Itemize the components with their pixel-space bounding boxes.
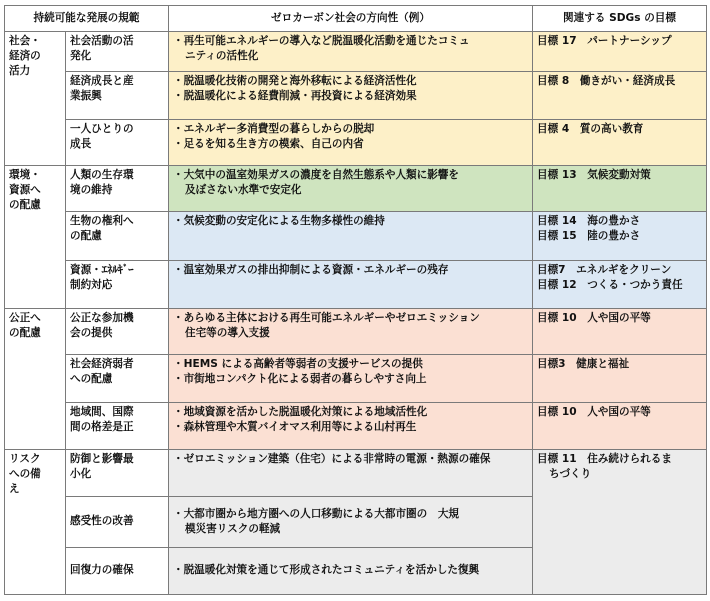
table-row [5,308,707,354]
sdg-goal-text: 目標 17 パートナーシップ [537,35,672,47]
cell-text-line: ・大気中の温室効果ガスの濃度を自然生態系や人類に影響を [173,168,460,181]
sdg-goal-cell [533,308,707,354]
norm-cell [66,72,169,119]
direction-cell [169,547,533,594]
cell-text-line: 間の格差是正 [70,420,134,433]
cell-text-line: ・気候変動の安定化による生物多様性の維持 [173,215,385,228]
category-environment-resources [5,165,66,308]
norm-cell [66,547,169,594]
norm-cell [66,402,169,449]
cell-text-line: 防御と影響最 [70,452,134,465]
cell-text-line: ・ゼロエミッション建築（住宅）による非常時の電源・熱源の確保 [173,452,491,465]
norm-cell [66,119,169,165]
sdg-goal-text: 目標 11 住み続けられるま [537,452,672,465]
header-direction: ゼロカーボン社会の方向性（例） [169,6,533,32]
sdg-table [4,5,707,595]
norm-cell [66,355,169,402]
sdg-goal-text: 目標 13 気候変動対策 [537,168,651,181]
norm-cell [66,165,169,211]
norm-cell [66,497,169,547]
norm-cell [66,260,169,308]
table-row [5,449,707,496]
sdg-goal-cell [533,355,707,402]
cell-text-line: 資源へ [9,183,41,196]
direction-cell [169,355,533,402]
cell-text-line: ・足るを知る生き方の模索、自己の内省 [173,137,364,150]
cell-text-line: への備 [9,467,41,480]
cell-text-line: 経済の [9,50,41,62]
sdg-goal-text: 目標 14 海の豊かさ [537,215,641,228]
cell-text-line: の配慮 [9,198,41,211]
cell-text-line: 経済成長と産 [70,75,134,88]
sdg-goal-cell [533,212,707,260]
cell-text-line: 及ぼさない水準で安定化 [185,183,302,196]
cell-text-line: ・再生可能エネルギーの導入など脱温暖化活動を通じたコミュ [173,35,470,47]
cell-text-line: 住宅等の導入支援 [185,326,270,339]
direction-cell [169,72,533,119]
direction-cell [169,497,533,547]
cell-text-line: 発化 [70,50,92,62]
cell-text-line: 会の提供 [70,326,113,339]
norm-cell [66,449,169,496]
cell-text-line: ・HEMS による高齢者等弱者の支援サービスの提供 [173,358,423,371]
direction-cell [169,212,533,260]
cell-text-line: 活力 [9,65,31,77]
cell-text-line: 回復力の確保 [70,564,134,577]
cell-text-line: 社会活動の活 [70,35,134,47]
header-row [5,6,707,32]
sdg-goal-cell [533,72,707,119]
direction-cell [169,260,533,308]
sdg-goal-cell [533,402,707,449]
cell-text-line: ・あらゆる主体における再生可能エネルギーやゼロエミッション [173,311,480,324]
table-row [5,355,707,402]
table-row [5,32,707,72]
sdg-goal-text: 目標 12 つくる・つかう責任 [537,278,683,291]
direction-cell [169,32,533,72]
cell-text-line: え [9,482,20,495]
cell-text-line: への配慮 [70,373,113,386]
sdg-goal-text: 目標 4 質の高い教育 [537,122,644,135]
direction-cell [169,119,533,165]
cell-text-line: ・脱温暖化技術の開発と海外移転による経済活性化 [173,75,417,88]
cell-text-line: ・温室効果ガスの排出抑制による資源・エネルギーの残存 [173,263,449,276]
sdg-goal-text: 目標 10 人や国の平等 [537,311,651,324]
cell-text-line: 制約対応 [70,278,113,291]
table-row [5,72,707,119]
sdg-goal-text: 目標7 エネルギをクリーン [537,263,672,276]
cell-text-line: 模災害リスクの軽減 [185,522,281,535]
norm-cell [66,308,169,354]
sdg-goal-cell [533,119,707,165]
table-row [5,260,707,308]
sdg-goal-text: 目標 10 人や国の平等 [537,405,651,418]
sdg-goal-text: 目標3 健康と福祉 [537,358,630,371]
sdg-goal-cell [533,165,707,211]
norm-cell [66,212,169,260]
cell-text-line: 成長 [70,137,92,150]
cell-text-line: ・脱温暖化による経費削減・再投資による経済効果 [173,90,417,103]
sdg-goal-cell [533,260,707,308]
table-row [5,402,707,449]
cell-text-line: ・エネルギー多消費型の暮らしからの脱却 [173,122,375,135]
cell-text-line: 公正な参加機 [70,311,134,324]
cell-text-line: ・市街地コンパクト化による弱者の暮らしやすさ向上 [173,373,427,386]
cell-text-line: 一人ひとりの [70,122,134,135]
direction-cell [169,402,533,449]
category-risk-preparedness [5,449,66,594]
cell-text-line: ニティの活性化 [185,50,259,62]
cell-text-line: 公正へ [9,311,41,324]
direction-cell [169,165,533,211]
cell-text-line: リスク [9,452,41,465]
cell-text-line: 資源・ｴﾈﾙｷﾞｰ [70,263,134,276]
sdg-goal-text: ちづくり [549,467,592,480]
cell-text-line: 業振興 [70,90,102,103]
sdg-goal-cell [533,449,707,594]
cell-text-line: の配慮 [70,230,102,243]
table-row [5,119,707,165]
sdg-goal-cell [533,32,707,72]
cell-text-line: 小化 [70,467,92,480]
category-social-economic [5,32,66,166]
category-fairness [5,308,66,449]
sdg-goal-text: 目標 8 働きがい・経済成長 [537,75,676,88]
table-row [5,165,707,211]
norm-cell [66,32,169,72]
cell-text-line: ・脱温暖化対策を通じて形成されたコミュニティを活かした復興 [173,564,480,577]
cell-text-line: ・森林管理や木質バイオマス利用等による山村再生 [173,420,417,433]
cell-text-line: 社会経済弱者 [70,358,134,371]
cell-text-line: 地域間、国際 [70,405,134,418]
cell-text-line: 感受性の改善 [70,515,134,528]
direction-cell [169,449,533,496]
table-row [5,212,707,260]
cell-text-line: ・地域資源を活かした脱温暖化対策による地域活性化 [173,405,428,418]
cell-text-line: 生物の権利へ [70,215,134,228]
cell-text-line: 人類の生存環 [70,168,134,181]
direction-cell [169,308,533,354]
cell-text-line: 社会・ [9,35,41,47]
header-sdg-goals: 関連する SDGs の目標 [533,6,707,32]
cell-text-line: 境の維持 [70,183,113,196]
cell-text-line: の配慮 [9,326,41,339]
sdg-goal-text: 目標 15 陸の豊かさ [537,230,641,243]
header-norm: 持続可能な発展の規範 [5,6,169,32]
cell-text-line: ・大都市圏から地方圏への人口移動による大都市圏の 大規 [173,507,460,520]
cell-text-line: 環境・ [9,168,41,181]
